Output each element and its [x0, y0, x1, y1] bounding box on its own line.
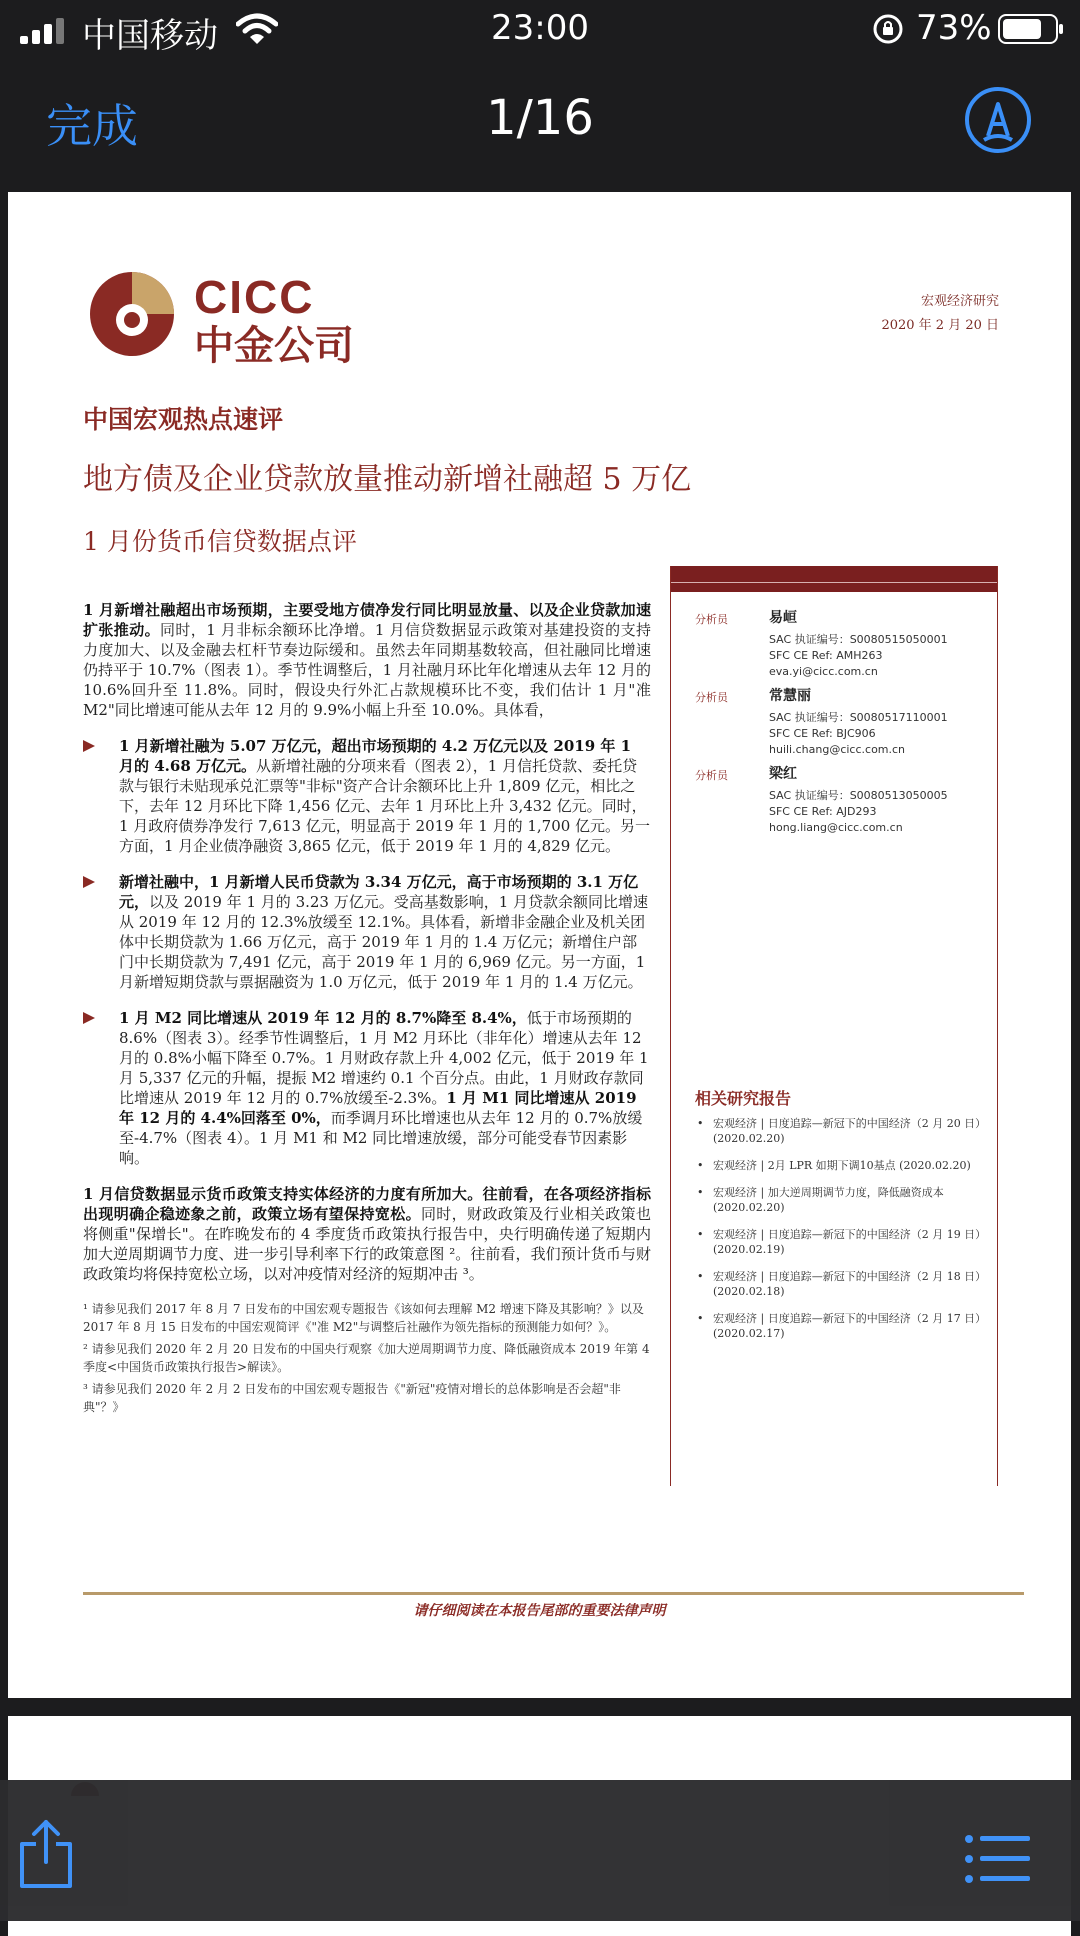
bullet-lead: 1 月 M2 同比增速从 2019 年 12 月的 8.7%降至 8.4%， — [119, 1009, 527, 1027]
bullet-lead-2: 1 月 M1 同比增速从 2019 年 12 月的 4.4%回落至 0%， — [119, 1089, 637, 1127]
related-reports-list — [695, 1116, 985, 1353]
outlook-lead: 1 月信贷数据显示货币政策支持实体经济的力度有所加大。往前看，在各项经济指标出现明确企稳迹象之前，政策立场有望保持宽松。 — [83, 1185, 651, 1223]
battery-icon — [998, 14, 1064, 44]
battery-percent: 73% — [916, 8, 992, 48]
footnote-2: ² 请参见我们 2020 年 2 月 20 日发布的中国央行观察《加大逆周期调节力度、降低融资成本 2019 年第 4 季度<中国货币政策执行报告>解读》。 — [83, 1342, 650, 1374]
outlook-paragraph — [83, 1184, 651, 1284]
analyst-email[interactable]: eva.yi@cicc.com.cn — [769, 665, 878, 678]
analyst-sac: SAC 执证编号：S0080515050001 — [769, 633, 948, 646]
report-title: 地方债及企业贷款放量推动新增社融超 5 万亿 — [83, 462, 692, 497]
report-subtitle: 1 月份货币信贷数据点评 — [83, 527, 357, 556]
related-reports-title: 相关研究报告 — [695, 1089, 792, 1108]
related-report-item[interactable]: • 宏观经济 | 日度追踪—新冠下的中国经济（2 月 19 日）(2020.02.19) — [695, 1227, 985, 1257]
legal-notice: 请仔细阅读在本报告尾部的重要法律声明 — [413, 1603, 666, 1619]
analyst-role: 分析员 — [695, 769, 728, 782]
page-indicator: 1/16 — [486, 90, 594, 146]
footer-divider — [83, 1592, 1024, 1595]
bullet-text: 以及 2019 年 1 月的 3.23 万亿元。受高基数影响，1 月贷款余额同比增速从 2019 年 12 月的 12.3%放缓至 12.1%。具体看，新增非金融企业及机关团体中长期贷款为 1.66 万亿元，高于 2019 年 1 月的 1.4 万亿元；新增住户部门中长期贷款为 7,491 亿元，高于 2019 年 1 月的 6,969 亿元。另一方面，1 月新增短期贷款与票据融资为 1.0 万亿元，低于 2019 年 1 月的 1.4 万亿元。 — [119, 893, 649, 991]
analyst-email[interactable]: huili.chang@cicc.com.cn — [769, 743, 906, 756]
analyst-sac: SAC 执证编号：S0080517110001 — [769, 711, 948, 724]
bottom-toolbar — [0, 1780, 1080, 1921]
bullet-m2 — [83, 1008, 651, 1168]
status-bar — [0, 0, 1080, 58]
bullet-social-financing — [83, 736, 651, 856]
carrier-label: 中国移动 — [82, 16, 218, 56]
bullet-triangle-icon — [83, 740, 95, 752]
analyst-card — [695, 766, 985, 836]
list-icon[interactable] — [964, 1834, 1030, 1884]
summary-paragraph — [83, 600, 651, 720]
analyst-sfc: SFC CE Ref: BJC906 — [769, 727, 876, 740]
bullet-triangle-icon — [83, 1012, 95, 1024]
rotation-lock-icon — [872, 13, 904, 45]
report-date: 2020 年 2 月 20 日 — [881, 318, 999, 333]
outlook-text: 同时，财政政策及行业相关政策也将侧重"保增长"。在昨晚发布的 4 季度货币政策执行报告中，央行明确传递了短期内加大逆周期调节力度、进一步引导利率下行的政策意图 ²。往前看，我们预计货币与财政政策均将保持宽松立场，以对冲疫情对经济的短期冲击 ³。 — [83, 1205, 651, 1283]
analyst-card — [695, 610, 985, 680]
nav-bar — [0, 60, 1080, 190]
analyst-role: 分析员 — [695, 691, 728, 704]
logo-text-cn: 中金公司 — [194, 323, 354, 369]
related-report-item[interactable]: • 宏观经济 | 2月 LPR 如期下调10基点 (2020.02.20) — [695, 1158, 985, 1173]
analyst-sac: SAC 执证编号：S0080513050005 — [769, 789, 948, 802]
analyst-sfc: SFC CE Ref: AJD293 — [769, 805, 877, 818]
report-series: 中国宏观热点速评 — [83, 405, 284, 434]
clock: 23:00 — [491, 8, 589, 48]
report-category: 宏观经济研究 — [920, 294, 999, 309]
share-icon[interactable] — [16, 1818, 76, 1890]
summary-lead: 1 月新增社融超出市场预期，主要受地方债净发行同比明显放量、以及企业贷款加速扩张推动。 — [83, 601, 651, 639]
footnote-3: ³ 请参见我们 2020 年 2 月 2 日发布的中国宏观专题报告《"新冠"疫情对增长的总体影响是否会超"非典"？》 — [83, 1382, 621, 1414]
bullet-text: 从新增社融的分项来看（图表 2），1 月信托贷款、委托贷款与银行未贴现承兑汇票等"非标"资产合计余额环比上升 1,809 亿元，相比之下，去年 12 月环比下降 1,456 亿元、去年 1 月环比上升 3,432 亿元。同时，1 月政府债券净发行 7,613 亿元，明显高于 2019 年 1 月的 1,700 亿元。另一方面，1 月企业债净融资 3,865 亿元，低于 2019 年 1 月的 4,829 亿元。 — [119, 757, 651, 855]
markup-pen-icon[interactable] — [964, 86, 1032, 154]
sidebar-header-bar — [671, 566, 997, 592]
cicc-logo-icon — [88, 270, 176, 358]
sidebar-column — [670, 566, 998, 1486]
done-button[interactable]: 完成 — [46, 99, 138, 153]
document-page[interactable] — [8, 192, 1071, 1698]
analyst-card — [695, 688, 985, 758]
bullet-text-2: 而季调月环比增速也从去年 12 月的 0.7%放缓至-4.7%（图表 4）。1 月 M1 和 M2 同比增速放缓，部分可能受春节因素影响。 — [119, 1109, 643, 1167]
analyst-email[interactable]: hong.liang@cicc.com.cn — [769, 821, 903, 834]
summary-text: 同时，1 月非标余额环比净增。1 月信贷数据显示政策对基建投资的支持力度加大、以及金融去杠杆节奏边际缓和。虽然去年同期基数较高，但社融同比增速仍持平于 10.7%（图表 1）。季节性调整后，1 月社融月环比年化增速从去年 12 月的 10.6%回升至 11.8%。同时，假设央行外汇占款规模环比不变，我们估计 1 月"准 M2"同比增速可能从去年 12 月的 9.9%小幅上升至 10.0%。具体看， — [83, 621, 651, 719]
related-report-item[interactable]: • 宏观经济 | 日度追踪—新冠下的中国经济（2 月 20 日）(2020.02.20) — [695, 1116, 985, 1146]
analyst-role: 分析员 — [695, 613, 728, 626]
analyst-name: 常慧丽 — [769, 688, 811, 704]
footnote-1: ¹ 请参见我们 2017 年 8 月 7 日发布的中国宏观专题报告《该如何去理解 M2 增速下降及其影响？》以及 2017 年 8 月 15 日发布的中国宏观简评《"准 M2"与调整后社融作为领先指标的预测能力如何？》。 — [83, 1302, 644, 1334]
logo-text-en: CICC — [194, 271, 315, 323]
bullet-rmb-loans — [83, 872, 651, 992]
analyst-name: 易峘 — [769, 610, 797, 626]
bullet-text: 低于市场预期的 8.6%（图表 3）。经季节性调整后，1 月 M2 月环比（非年化）增速从去年 12 月的 0.8%小幅下降至 0.7%。1 月财政存款上升 4,002 亿元，低于 2019 年 1 月 5,337 亿元的升幅，提振 M2 增速约 0.1 个百分点。由此，1 月财政存款同比增速从 2019 年 12 月的 0.7%放缓至-2.3%。 — [119, 1009, 649, 1107]
bullet-lead: 1 月新增社融为 5.07 万亿元，超出市场预期的 4.2 万亿元以及 2019 年 1 月的 4.68 万亿元。 — [119, 737, 632, 775]
bullet-lead: 新增社融中，1 月新增人民币贷款为 3.34 万亿元，高于市场预期的 3.1 万亿元， — [119, 873, 639, 911]
report-body — [83, 600, 651, 1420]
related-report-item[interactable]: • 宏观经济 | 加大逆周期调节力度，降低融资成本 (2020.02.20) — [695, 1185, 985, 1215]
analyst-sfc: SFC CE Ref: AMH263 — [769, 649, 883, 662]
footnotes — [83, 1300, 651, 1416]
analyst-name: 梁红 — [769, 766, 797, 782]
related-report-item[interactable]: • 宏观经济 | 日度追踪—新冠下的中国经济（2 月 18 日）(2020.02.18) — [695, 1269, 985, 1299]
related-report-item[interactable]: • 宏观经济 | 日度追踪—新冠下的中国经济（2 月 17 日）(2020.02.17) — [695, 1311, 985, 1341]
bullet-triangle-icon — [83, 876, 95, 888]
